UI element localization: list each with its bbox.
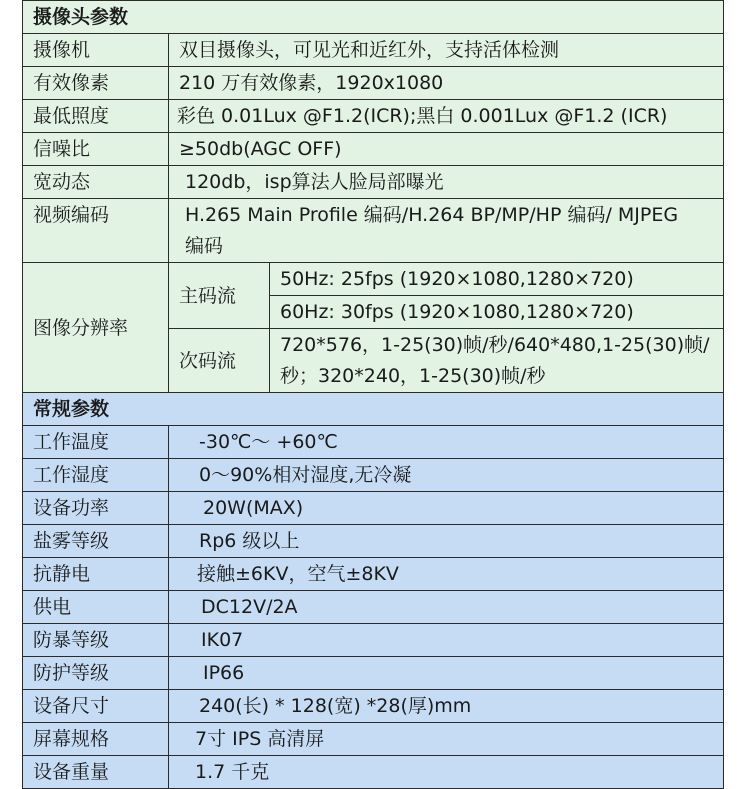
row-value: 1.7 千克 — [169, 756, 724, 789]
camera-section-title: 摄像头参数 — [23, 1, 724, 34]
row-value: Rp6 级以上 — [169, 525, 724, 558]
spec-table — [22, 0, 724, 789]
general-section-title: 常规参数 — [23, 393, 724, 426]
row-value: 210 万有效像素，1920x1080 — [169, 67, 724, 100]
row-label: 供电 — [23, 591, 169, 624]
row-value: 双目摄像头，可见光和近红外，支持活体检测 — [169, 34, 724, 67]
resolution-label: 图像分辨率 — [23, 263, 169, 393]
table-row — [23, 100, 724, 133]
sub-stream-value: 720*576，1-25(30)帧/秒/640*480,1-25(30)帧/秒；320*240，1-25(30)帧/秒 — [270, 329, 724, 393]
row-value: IK07 — [169, 624, 724, 657]
row-label: 最低照度 — [23, 100, 169, 133]
row-value: 彩色 0.01Lux @F1.2(ICR);黑白 0.001Lux @F1.2 (ICR) — [169, 100, 724, 133]
table-row — [23, 558, 724, 591]
row-value: DC12V/2A — [169, 591, 724, 624]
table-row — [23, 459, 724, 492]
table-row — [23, 591, 724, 624]
row-value: -30℃～ +60℃ — [169, 426, 724, 459]
table-row — [23, 525, 724, 558]
row-value: H.265 Main Profile 编码/H.264 BP/MP/HP 编码/ MJPEG 编码 — [169, 199, 724, 263]
row-label: 视频编码 — [23, 199, 169, 263]
row-value: 0～90%相对湿度,无冷凝 — [169, 459, 724, 492]
row-label: 工作湿度 — [23, 459, 169, 492]
camera-section-header — [23, 1, 724, 34]
table-row — [23, 426, 724, 459]
main-stream-60hz: 60Hz: 30fps (1920×1080,1280×720) — [270, 296, 724, 329]
table-row — [23, 492, 724, 525]
row-value: IP66 — [169, 657, 724, 690]
main-stream-label: 主码流 — [169, 263, 270, 329]
table-row — [23, 199, 724, 263]
row-value: 接触±6KV，空气±8KV — [169, 558, 724, 591]
row-value: 7寸 IPS 高清屏 — [169, 723, 724, 756]
row-label: 信噪比 — [23, 133, 169, 166]
table-row — [23, 166, 724, 199]
table-row — [23, 756, 724, 789]
row-label: 抗静电 — [23, 558, 169, 591]
row-label: 防护等级 — [23, 657, 169, 690]
row-value: 20W(MAX) — [169, 492, 724, 525]
table-row — [23, 133, 724, 166]
row-label: 设备重量 — [23, 756, 169, 789]
row-label: 宽动态 — [23, 166, 169, 199]
sub-stream-label: 次码流 — [169, 329, 270, 393]
table-row — [23, 723, 724, 756]
row-label: 防暴等级 — [23, 624, 169, 657]
row-label: 设备功率 — [23, 492, 169, 525]
row-label: 工作温度 — [23, 426, 169, 459]
main-stream-50hz: 50Hz: 25fps (1920×1080,1280×720) — [270, 263, 724, 296]
row-label: 盐雾等级 — [23, 525, 169, 558]
table-row — [23, 657, 724, 690]
row-value: ≥50db(AGC OFF) — [169, 133, 724, 166]
row-value: 240(长) * 128(宽) *28(厚)mm — [169, 690, 724, 723]
row-label: 摄像机 — [23, 34, 169, 67]
row-label: 屏幕规格 — [23, 723, 169, 756]
row-label: 设备尺寸 — [23, 690, 169, 723]
table-row — [23, 624, 724, 657]
table-row — [23, 263, 724, 296]
table-row — [23, 67, 724, 100]
general-section-header — [23, 393, 724, 426]
row-value: 120db，isp算法人脸局部曝光 — [169, 166, 724, 199]
table-row — [23, 690, 724, 723]
row-label: 有效像素 — [23, 67, 169, 100]
table-row — [23, 34, 724, 67]
